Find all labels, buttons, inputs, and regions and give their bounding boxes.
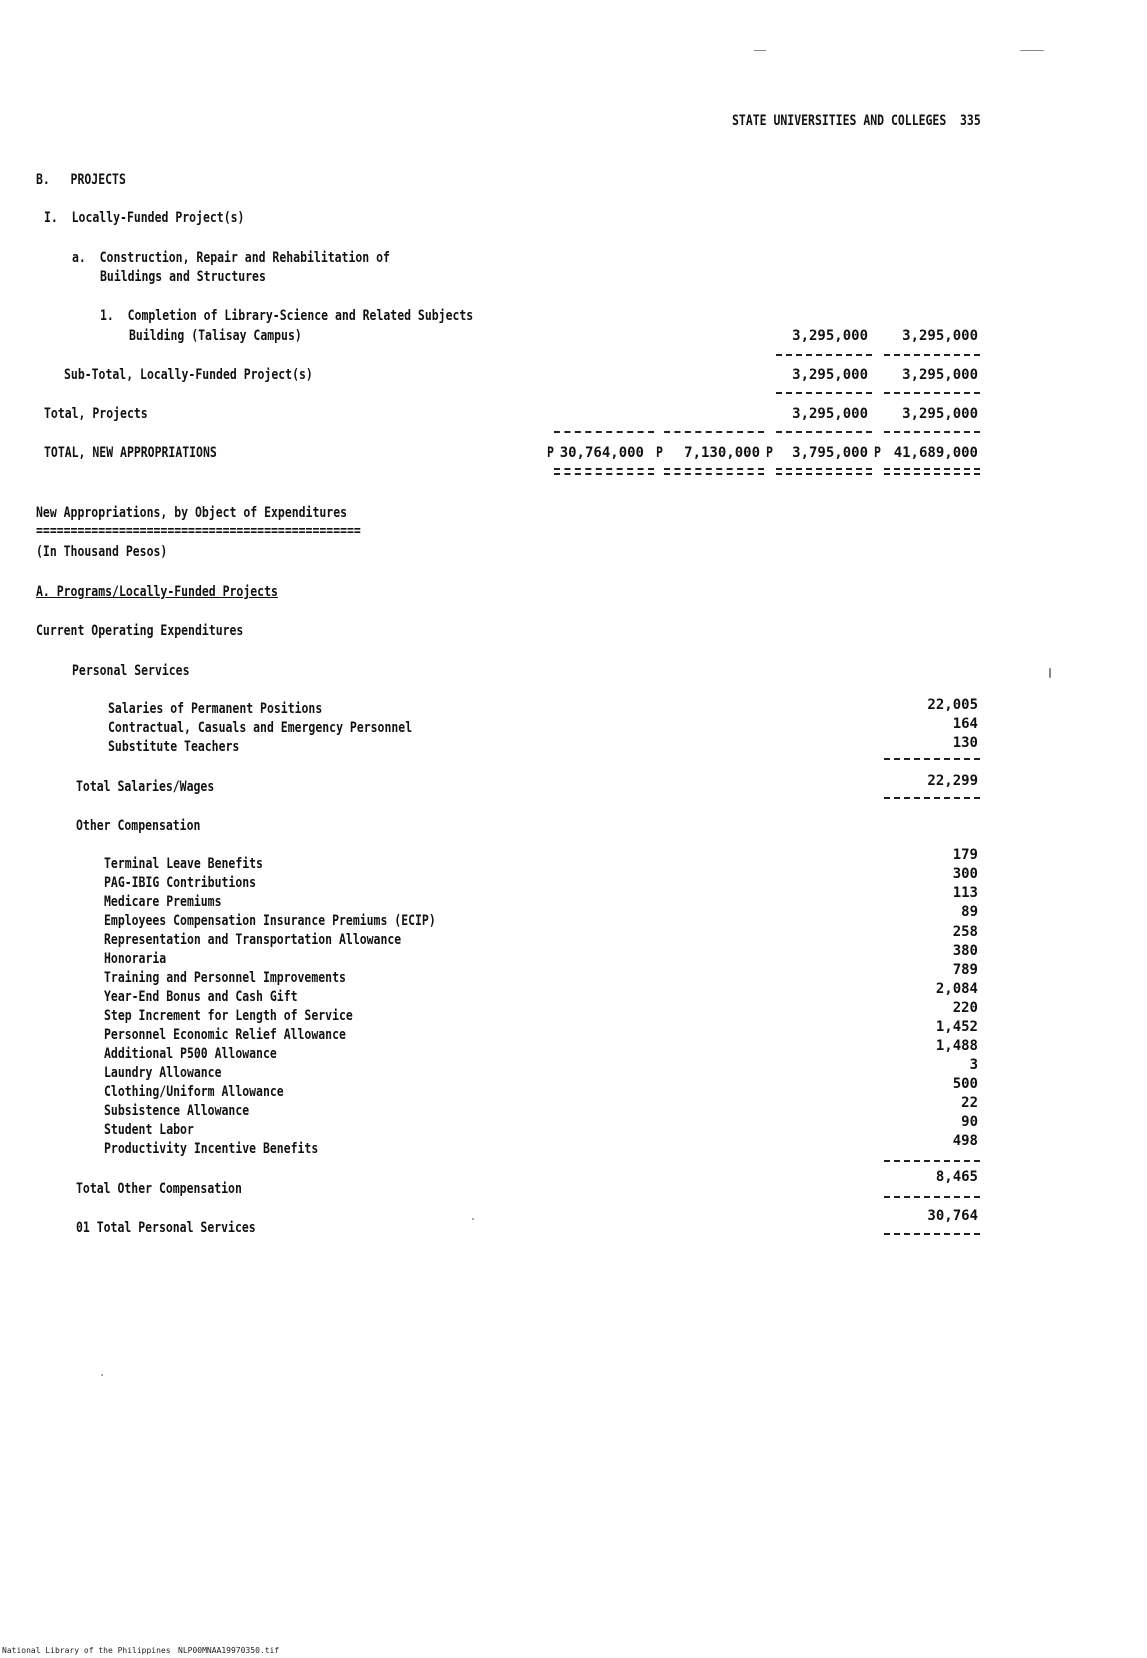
other-comp-value: 179 (952, 847, 978, 863)
other-comp-label: Terminal Leave Benefits (104, 856, 263, 872)
other-comp-label: Personnel Economic Relief Allowance (104, 1027, 346, 1043)
footer-filename: NLP00MNAA19970350.tif (178, 1646, 280, 1655)
rule-total-col1 (554, 431, 654, 433)
salary-label: Substitute Teachers (108, 739, 240, 755)
grand-peso-sign-4: P (874, 445, 881, 461)
grand-total-label: TOTAL, NEW APPROPRIATIONS (44, 445, 217, 461)
other-comp-value: 300 (952, 866, 978, 882)
other-comp-label: PAG-IBIG Contributions (104, 875, 257, 891)
object-expenditures-title-rule: =============================================== (36, 523, 361, 539)
other-comp-label: Representation and Transportation Allowance (104, 932, 402, 948)
other-comp-value: 258 (952, 924, 978, 940)
salary-label: Salaries of Permanent Positions (108, 701, 323, 717)
other-comp-label: Laundry Allowance (104, 1065, 222, 1081)
footer-library: National Library of the Philippines (2, 1646, 171, 1655)
rule-total-col3 (776, 431, 872, 433)
other-comp-label: Training and Personnel Improvements (104, 970, 346, 986)
other-comp-label: Student Labor (104, 1122, 194, 1138)
other-comp-label: Clothing/Uniform Allowance (104, 1084, 284, 1100)
grand-col1-value: 30,764,000 (559, 445, 644, 461)
item1-label-line1: 1. Completion of Library-Science and Related Subjects (100, 308, 474, 324)
grand-total-value: 41,689,000 (893, 445, 978, 461)
total-projects-label: Total, Projects (44, 406, 148, 422)
subtotal-col3-value: 3,295,000 (792, 367, 868, 383)
other-comp-value: 2,084 (935, 981, 978, 997)
construction-heading-line2: Buildings and Structures (100, 269, 266, 285)
scan-speck (1049, 668, 1051, 678)
rule-item1-total (884, 354, 980, 356)
rule-total-personal-services (884, 1233, 980, 1235)
scan-speck (754, 50, 766, 51)
other-compensation-heading: Other Compensation (76, 818, 201, 834)
section-a-heading: A. Programs/Locally-Funded Projects (36, 584, 278, 600)
other-comp-label: Subsistence Allowance (104, 1103, 250, 1119)
dbl-rule-total (884, 468, 980, 475)
rule-item1-col3 (776, 354, 872, 356)
salary-value: 130 (952, 735, 978, 751)
salary-label: Contractual, Casuals and Emergency Personnel (108, 720, 413, 736)
total-other-comp-label: Total Other Compensation (76, 1181, 242, 1197)
total-personal-services-label: 01 Total Personal Services (76, 1220, 256, 1236)
running-title: STATE UNIVERSITIES AND COLLEGES (732, 113, 947, 129)
total-salaries-value: 22,299 (927, 773, 978, 789)
grand-col3-value: 3,795,000 (792, 445, 868, 461)
scan-speck (472, 1218, 474, 1220)
rule-salaries (884, 758, 980, 760)
other-comp-label: Step Increment for Length of Service (104, 1008, 353, 1024)
other-comp-value: 1,452 (935, 1019, 978, 1035)
total-other-comp-value: 8,465 (935, 1169, 978, 1185)
item1-col3-value: 3,295,000 (792, 328, 868, 344)
other-comp-label: Additional P500 Allowance (104, 1046, 277, 1062)
grand-peso-sign-2: P (656, 445, 663, 461)
other-comp-value: 500 (952, 1076, 978, 1092)
total-projects-total-value: 3,295,000 (902, 406, 978, 422)
other-comp-label: Employees Compensation Insurance Premiums (ECIP) (104, 913, 436, 929)
total-personal-services-value: 30,764 (927, 1208, 978, 1224)
other-comp-value: 220 (952, 1000, 978, 1016)
scan-speck (1020, 50, 1044, 51)
scan-speck (101, 1374, 103, 1376)
other-comp-value: 3 (969, 1057, 978, 1073)
subtotal-label: Sub-Total, Locally-Funded Project(s) (64, 367, 313, 383)
grand-col2-value: 7,130,000 (684, 445, 760, 461)
rule-subtotal-total (884, 392, 980, 394)
current-opex-heading: Current Operating Expenditures (36, 623, 244, 639)
salary-value: 22,005 (927, 697, 978, 713)
unit-label: (In Thousand Pesos) (36, 544, 168, 560)
other-comp-value: 498 (952, 1133, 978, 1149)
grand-peso-sign-1: P (547, 445, 554, 461)
other-comp-value: 1,488 (935, 1038, 978, 1054)
construction-heading-line1: a. Construction, Repair and Rehabilitation of (72, 250, 390, 266)
salary-value: 164 (952, 716, 978, 732)
personal-services-heading: Personal Services (72, 663, 190, 679)
subtotal-total-value: 3,295,000 (902, 367, 978, 383)
rule-other-comp (884, 1160, 980, 1162)
total-projects-col3-value: 3,295,000 (792, 406, 868, 422)
other-comp-value: 22 (961, 1095, 978, 1111)
other-comp-label: Medicare Premiums (104, 894, 222, 910)
other-comp-value: 89 (961, 904, 978, 920)
dbl-rule-col1 (554, 468, 654, 475)
grand-peso-sign-3: P (766, 445, 773, 461)
other-comp-label: Year-End Bonus and Cash Gift (104, 989, 298, 1005)
rule-total-total (884, 431, 980, 433)
other-comp-value: 380 (952, 943, 978, 959)
other-comp-label: Productivity Incentive Benefits (104, 1141, 319, 1157)
other-comp-value: 113 (952, 885, 978, 901)
total-salaries-label: Total Salaries/Wages (76, 779, 215, 795)
dbl-rule-col3 (776, 468, 872, 475)
object-expenditures-title: New Appropriations, by Object of Expenditures (36, 505, 348, 521)
dbl-rule-col2 (664, 468, 764, 475)
item1-label-line2: Building (Talisay Campus) (129, 328, 302, 344)
rule-subtotal-col3 (776, 392, 872, 394)
section-projects: B. PROJECTS (36, 172, 126, 188)
item1-total-value: 3,295,000 (902, 328, 978, 344)
page-number: 335 (960, 113, 981, 129)
locally-funded-heading: I. Locally-Funded Project(s) (44, 210, 245, 226)
other-comp-value: 789 (952, 962, 978, 978)
rule-total-salaries (884, 797, 980, 799)
rule-total-col2 (664, 431, 764, 433)
rule-total-other-comp (884, 1196, 980, 1198)
other-comp-label: Honoraria (104, 951, 167, 967)
other-comp-value: 90 (961, 1114, 978, 1130)
